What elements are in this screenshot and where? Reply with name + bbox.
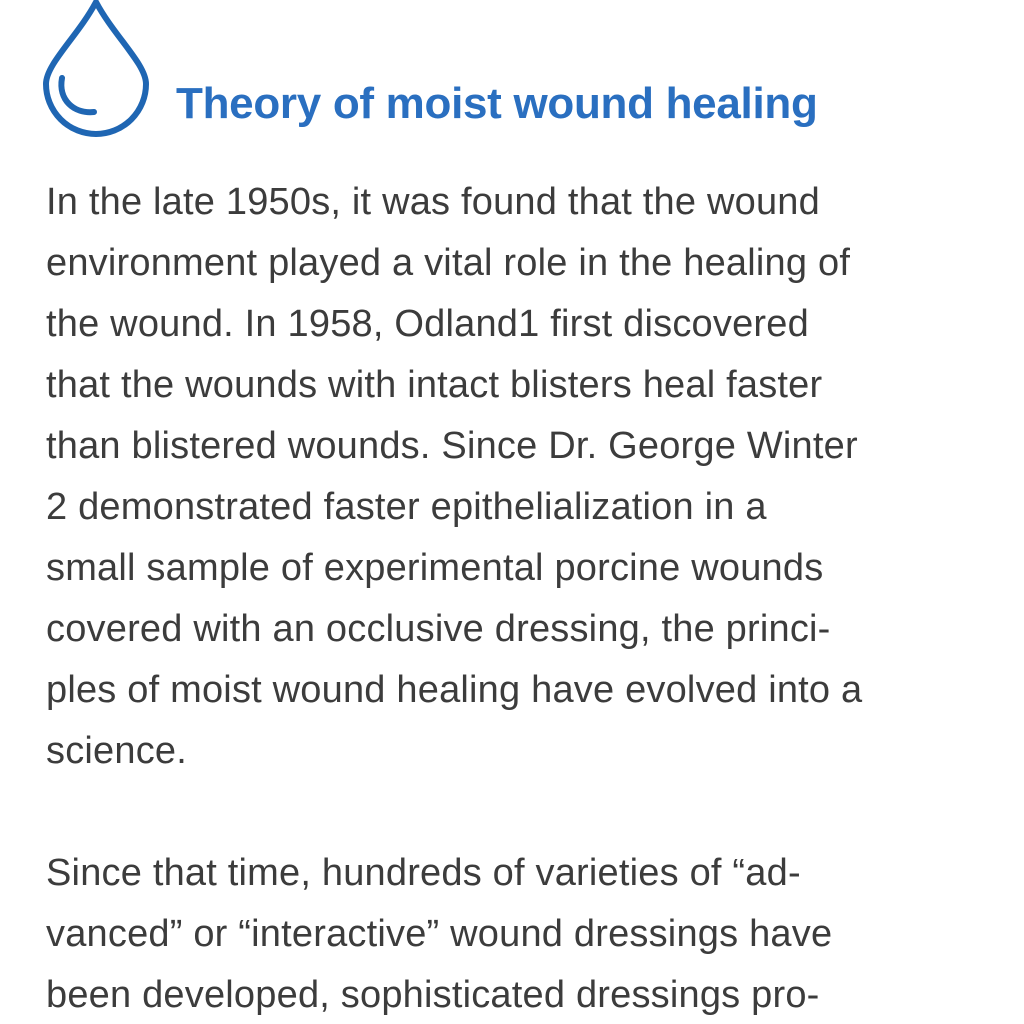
text-line: vanced” or “interactive” wound dressings have: [46, 913, 833, 955]
text-line: science.: [46, 730, 188, 772]
text-line: small sample of experimental porcine wounds: [46, 547, 824, 589]
text-line: Since that time, hundreds of varieties of “ad-: [46, 852, 801, 894]
paragraph-1: [46, 172, 1006, 782]
text-line: ples of moist wound healing have evolved into a: [46, 669, 863, 711]
text-line: 2 demonstrated faster epithelialization in a: [46, 486, 767, 528]
body-text: [46, 172, 1006, 1024]
text-line: environment played a vital role in the healing of: [46, 242, 851, 284]
water-drop-icon: [38, 0, 154, 140]
paragraph-gap: [46, 782, 1006, 843]
paragraph-2: [46, 843, 1006, 1024]
text-line: than blistered wounds. Since Dr. George Winter: [46, 425, 858, 467]
text-line: the wound. In 1958, Odland1 first discovered: [46, 303, 809, 345]
text-line: that the wounds with intact blisters heal faster: [46, 364, 823, 406]
text-line: In the late 1950s, it was found that the wound: [46, 181, 820, 223]
text-line: been developed, sophisticated dressings pro-: [46, 974, 820, 1016]
text-line: covered with an occlusive dressing, the princi-: [46, 608, 831, 650]
page-title: Theory of moist wound healing: [176, 79, 818, 128]
